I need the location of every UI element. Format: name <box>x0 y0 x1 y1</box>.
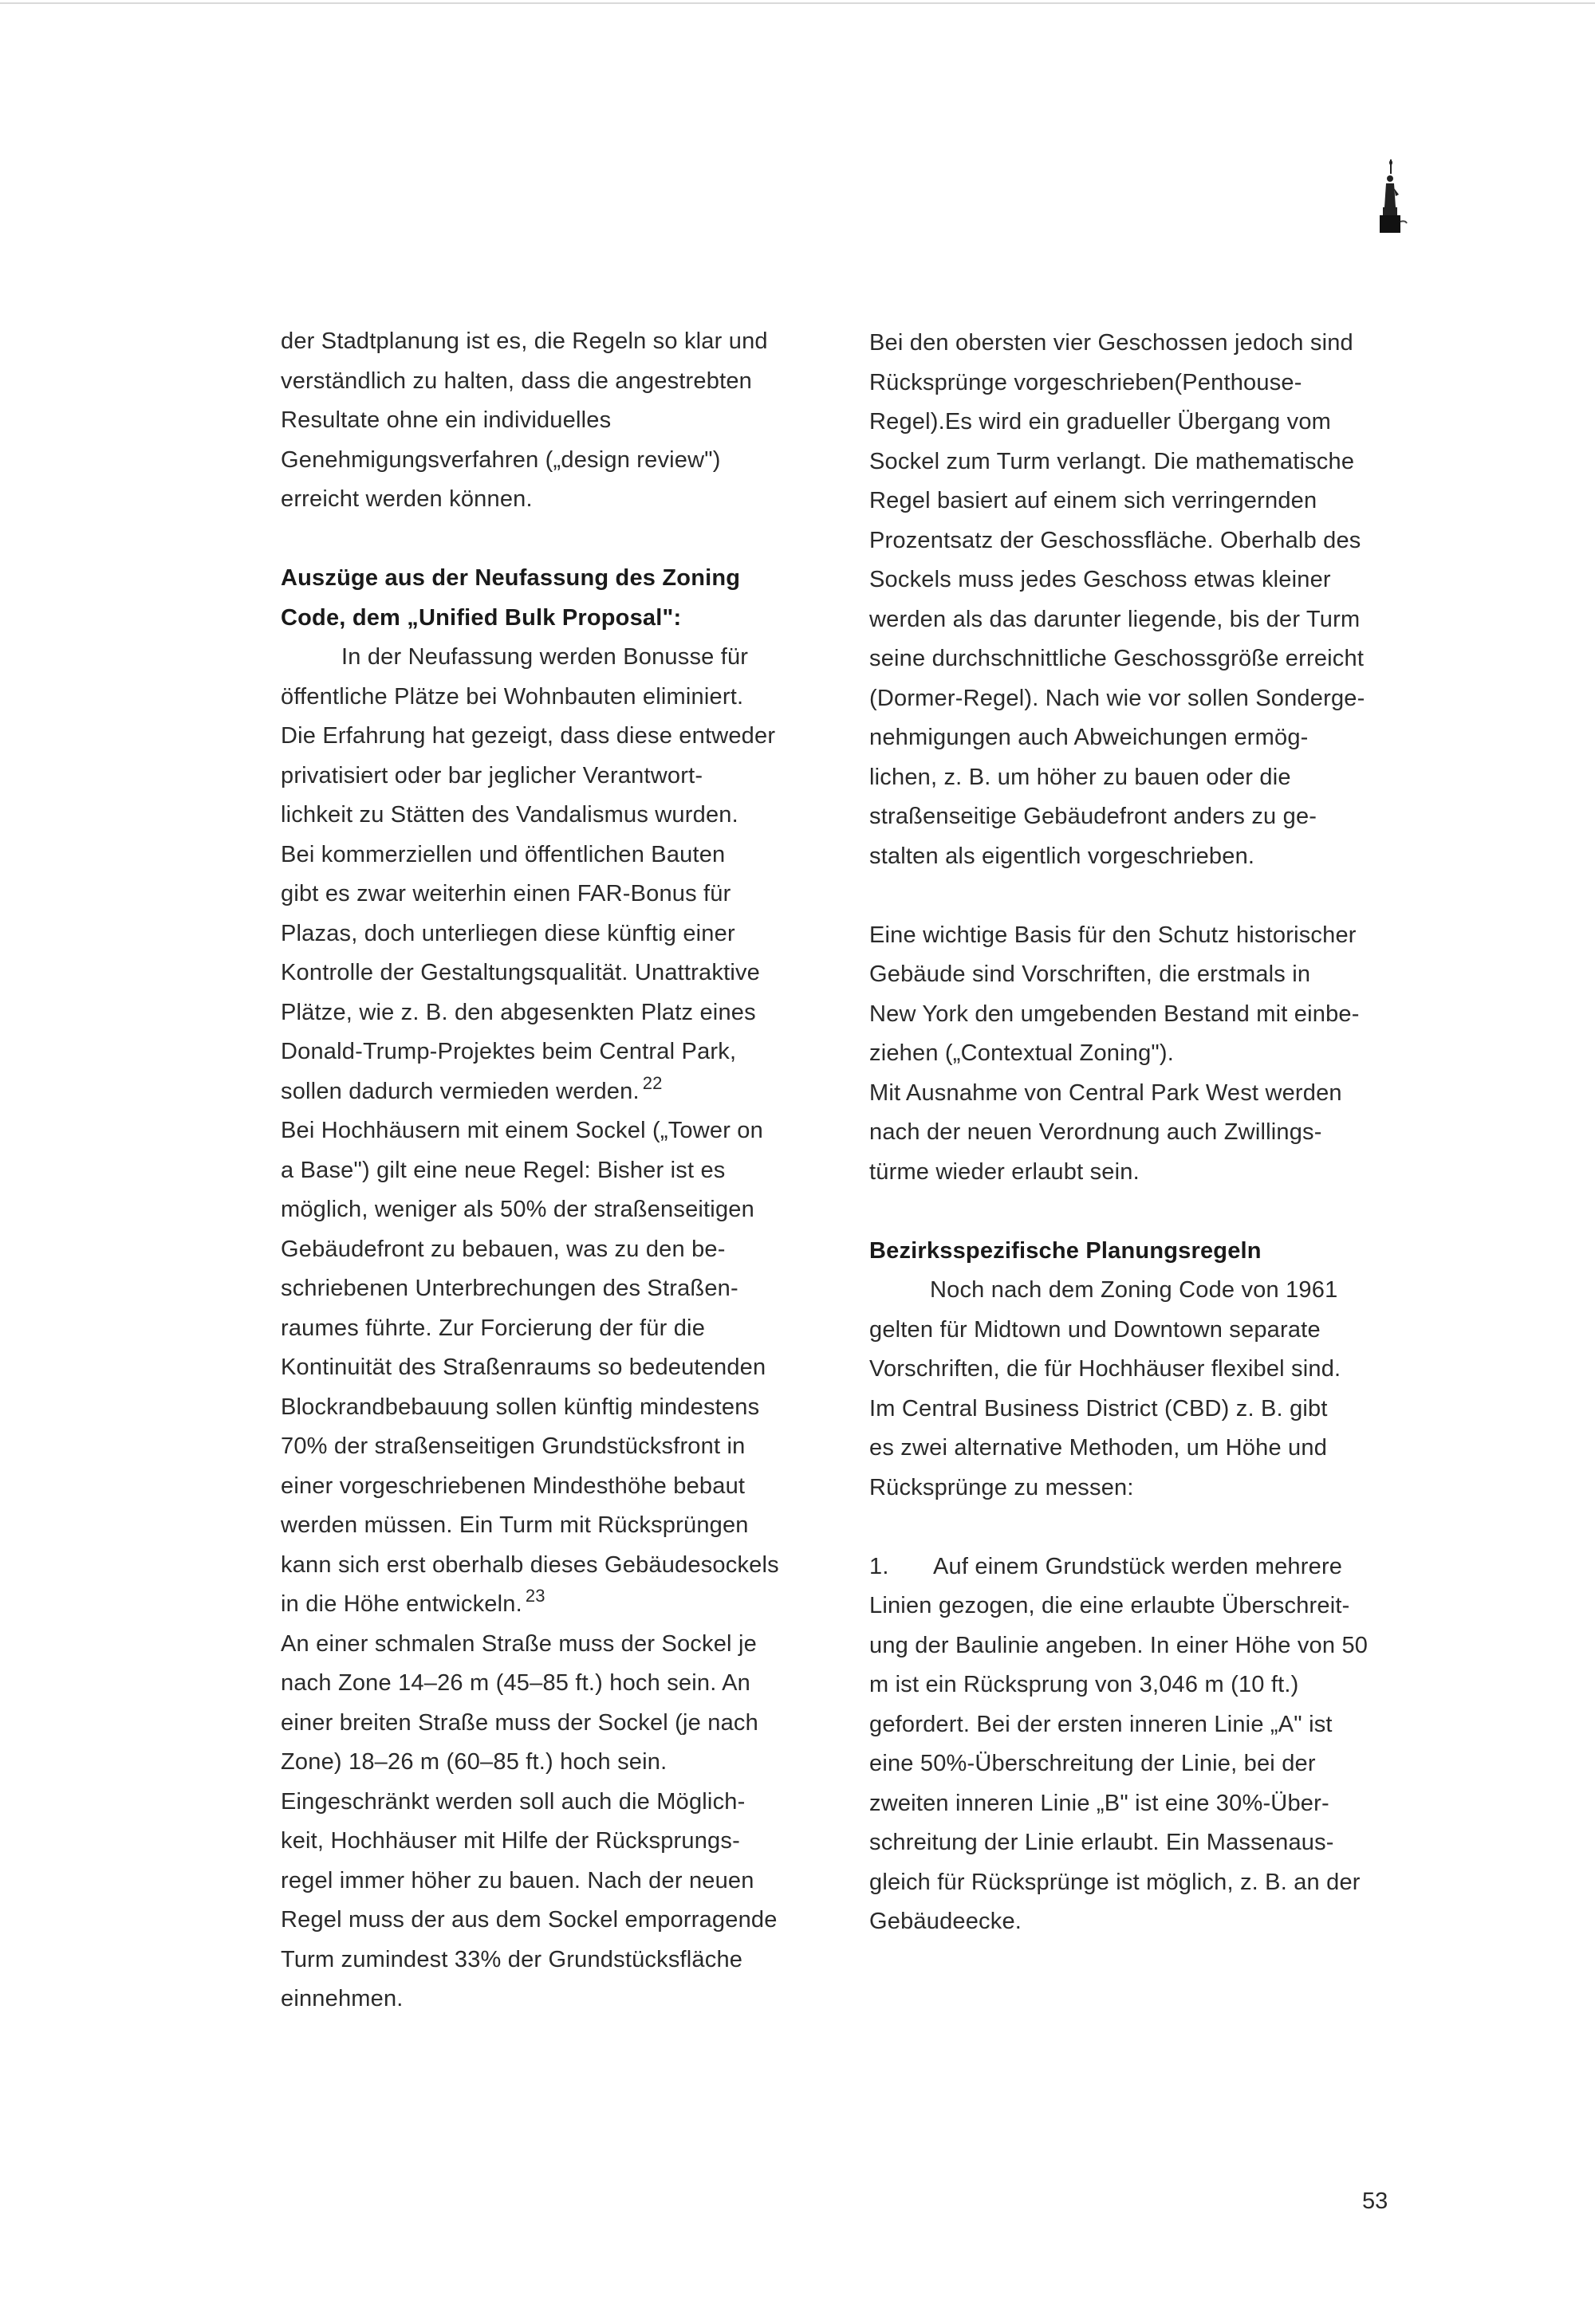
text-line: Vorschriften, die für Hochhäuser flexibel sind. <box>869 1356 1341 1382</box>
text-line: Plazas, doch unterliegen diese künftig einer <box>281 920 735 946</box>
text-line: erreicht werden können. <box>281 486 533 512</box>
text-line: Bei den obersten vier Geschossen jedoch sind <box>869 330 1353 356</box>
text-line: Zone) 18–26 m (60–85 ft.) hoch sein. <box>281 1749 668 1775</box>
text-line: ung der Baulinie angeben. In einer Höhe von 50 <box>869 1632 1369 1658</box>
text-line-with-footnote <box>281 1585 823 1625</box>
text-line: (Dormer-Regel). Nach wie vor sollen Sonderge- <box>869 685 1365 711</box>
text-line: verständlich zu halten, dass die angestrebten <box>281 368 752 394</box>
text-line: der Stadtplanung ist es, die Regeln so klar und <box>281 328 768 354</box>
text-line: lichen, z. B. um höher zu bauen oder die <box>869 764 1291 790</box>
list-number: 1. <box>869 1553 889 1579</box>
text-line: a Base") gilt eine neue Regel: Bisher ist es <box>281 1157 726 1183</box>
text-line: Prozentsatz der Geschossfläche. Oberhalb des <box>869 527 1361 553</box>
section-heading: Code, dem „Unified Bulk Proposal": <box>281 604 682 631</box>
text-line: werden müssen. Ein Turm mit Rücksprüngen <box>281 1512 749 1538</box>
text-line: 70% der straßenseitigen Grundstücksfront in <box>281 1433 746 1459</box>
text-line: Sockels muss jedes Geschoss etwas kleiner <box>869 567 1331 592</box>
text-line: einnehmen. <box>281 1986 404 2011</box>
text-line: nehmigungen auch Abweichungen ermög- <box>869 725 1309 750</box>
text-line: Resultate ohne ein individuelles <box>281 407 612 433</box>
text-line: Mit Ausnahme von Central Park West werden <box>869 1079 1342 1106</box>
text-line: gelten für Midtown und Downtown separate <box>869 1316 1321 1343</box>
text-line-with-footnote <box>281 1072 823 1112</box>
paragraph-gap <box>869 1192 1412 1232</box>
text-line: Gebäudeecke. <box>869 1909 1022 1934</box>
page-number: 53 <box>1362 2188 1388 2214</box>
text-line: Bei kommerziellen und öffentlichen Bauten <box>281 841 726 867</box>
text-line: öffentliche Plätze bei Wohnbauten eliminiert. <box>281 683 744 710</box>
text-line: In der Neufassung werden Bonusse für <box>341 644 749 670</box>
text-line: nach Zone 14–26 m (45–85 ft.) hoch sein. An <box>281 1670 750 1696</box>
text-line: Sockel zum Turm verlangt. Die mathematische <box>869 448 1355 474</box>
text-line: kann sich erst oberhalb dieses Gebäudesockels <box>281 1551 779 1578</box>
text-line: Kontinuität des Straßenraums so bedeutenden <box>281 1355 766 1380</box>
text-line: stalten als eigentlich vorgeschrieben. <box>869 843 1255 869</box>
text-line: schreitung der Linie erlaubt. Ein Massenaus- <box>869 1830 1334 1855</box>
text-line: lichkeit zu Stätten des Vandalismus wurden. <box>281 802 738 828</box>
text-line: werden als das darunter liegende, bis der Turm <box>869 606 1361 632</box>
text-line: Rücksprünge vorgeschrieben(Penthouse- <box>869 369 1302 395</box>
text-line: in die Höhe entwickeln. <box>281 1591 522 1617</box>
paragraph-gap <box>281 520 823 560</box>
text-line: regel immer höher zu bauen. Nach der neuen <box>281 1867 754 1893</box>
text-line: ziehen („Contextual Zoning"). <box>869 1040 1175 1066</box>
text-line: Gebäudefront zu bebauen, was zu den be- <box>281 1236 726 1262</box>
text-line: Linien gezogen, die eine erlaubte Überschreit- <box>869 1593 1350 1618</box>
text-line: Auf einem Grundstück werden mehrere <box>933 1553 1343 1579</box>
text-line: Regel basiert auf einem sich verringernden <box>869 488 1317 513</box>
section-heading: Auszüge aus der Neufassung des Zoning <box>281 565 741 591</box>
text-line: straßenseitige Gebäudefront anders zu ge- <box>869 804 1317 829</box>
text-line: New York den umgebenden Bestand mit einbe- <box>869 1001 1360 1027</box>
text-line: Rücksprünge zu messen: <box>869 1474 1134 1500</box>
paragraph-gap <box>869 876 1412 916</box>
text-line: Eingeschränkt werden soll auch die Möglich- <box>281 1788 746 1815</box>
footnote-marker: 23 <box>525 1586 545 1606</box>
text-line: einer vorgeschriebenen Mindesthöhe bebaut <box>281 1473 746 1499</box>
text-line: sollen dadurch vermieden werden. <box>281 1078 640 1104</box>
enumerated-line <box>869 1547 1412 1587</box>
text-line: m ist ein Rücksprung von 3,046 m (10 ft.) <box>869 1672 1299 1697</box>
text-line: nach der neuen Verordnung auch Zwillings- <box>869 1119 1322 1145</box>
left-column <box>281 322 823 2019</box>
text-line: türme wieder erlaubt sein. <box>869 1158 1140 1185</box>
text-line: gibt es zwar weiterhin einen FAR-Bonus für <box>281 881 731 906</box>
text-line: raumes führte. Zur Forcierung der für die <box>281 1315 706 1341</box>
text-line: einer breiten Straße muss der Sockel (je nach <box>281 1709 758 1736</box>
text-line: Plätze, wie z. B. den abgesenkten Platz eines <box>281 999 756 1025</box>
text-line: gleich für Rücksprünge ist möglich, z. B. an der <box>869 1869 1361 1895</box>
text-line: zweiten inneren Linie „B" ist eine 30%-Über- <box>869 1790 1329 1816</box>
right-column <box>869 324 1412 1942</box>
text-line: keit, Hochhäuser mit Hilfe der Rücksprungs- <box>281 1828 740 1854</box>
text-line: Regel muss der aus dem Sockel emporragende <box>281 1907 778 1933</box>
statue-of-liberty-icon <box>1376 159 1408 233</box>
text-line: möglich, weniger als 50% der straßenseitigen <box>281 1197 754 1222</box>
text-line: gefordert. Bei der ersten inneren Linie „A" ist <box>869 1711 1333 1737</box>
paragraph-gap <box>869 1508 1412 1547</box>
text-line: privatisiert oder bar jeglicher Verantwort- <box>281 762 703 788</box>
footnote-marker: 22 <box>642 1072 663 1093</box>
text-line: Noch nach dem Zoning Code von 1961 <box>930 1277 1338 1303</box>
text-line: Regel).Es wird ein gradueller Übergang vom <box>869 409 1332 435</box>
text-line: Gebäude sind Vorschriften, die erstmals in <box>869 961 1311 987</box>
top-scan-edge <box>0 2 1595 4</box>
text-line: eine 50%-Überschreitung der Linie, bei der <box>869 1751 1316 1776</box>
text-line: Donald-Trump-Projektes beim Central Park, <box>281 1039 737 1064</box>
text-line: Bei Hochhäusern mit einem Sockel („Tower on <box>281 1118 763 1143</box>
text-line: Genehmigungsverfahren („design review") <box>281 446 721 473</box>
text-line: Eine wichtige Basis für den Schutz historischer <box>869 922 1357 948</box>
text-line: Die Erfahrung hat gezeigt, dass diese entweder <box>281 723 776 749</box>
text-line: Im Central Business District (CBD) z. B. gibt <box>869 1395 1328 1422</box>
section-heading: Bezirksspezifische Planungsregeln <box>869 1237 1262 1264</box>
text-line: Kontrolle der Gestaltungsqualität. Unattraktive <box>281 960 760 985</box>
text-line: seine durchschnittliche Geschossgröße erreicht <box>869 646 1365 671</box>
text-line: es zwei alternative Methoden, um Höhe und <box>869 1435 1328 1461</box>
text-line: Blockrandbebauung sollen künftig mindestens <box>281 1394 760 1420</box>
text-line: schriebenen Unterbrechungen des Straßen- <box>281 1276 738 1301</box>
text-line: An einer schmalen Straße muss der Sockel je <box>281 1630 757 1657</box>
text-line: Turm zumindest 33% der Grundstücksfläche <box>281 1946 743 1972</box>
